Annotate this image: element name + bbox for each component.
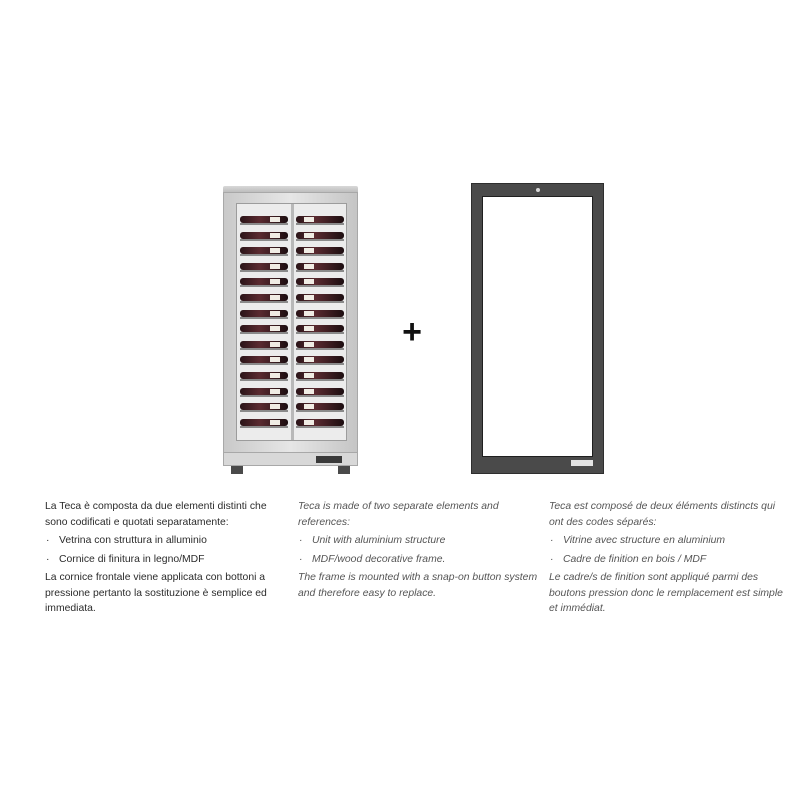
shelf-rack — [296, 301, 344, 303]
bottle-label — [270, 264, 280, 269]
bottle-label — [304, 279, 314, 284]
frame-glass-opening — [482, 196, 593, 457]
wine-bottle — [240, 403, 288, 410]
italian-description — [45, 499, 285, 617]
wine-bottle — [240, 278, 288, 285]
cabinet-logo-plate — [316, 456, 342, 463]
english-description — [298, 499, 538, 601]
bottle-label — [270, 357, 280, 362]
wine-bottle — [296, 372, 344, 379]
bottle-shelf — [240, 356, 288, 365]
english-bullet-item — [298, 552, 538, 568]
wine-bottle — [296, 278, 344, 285]
wine-bottle — [296, 310, 344, 317]
bottle-label — [304, 420, 314, 425]
wine-bottle — [296, 325, 344, 332]
bottle-shelf — [296, 278, 344, 287]
bottle-label — [304, 248, 314, 253]
bottle-shelf — [296, 294, 344, 303]
bottle-label — [304, 342, 314, 347]
bottle-label — [304, 404, 314, 409]
bottle-shelf — [240, 216, 288, 225]
wine-bottle — [240, 372, 288, 379]
french-bullet-item — [549, 533, 789, 549]
french-description — [549, 499, 789, 617]
english-intro: Teca is made of two separate elements and references: — [298, 501, 499, 528]
bottle-shelf — [296, 263, 344, 272]
bottle-shelf — [296, 247, 344, 256]
wine-bottle — [296, 263, 344, 270]
snap-button — [536, 188, 540, 192]
cabinet-foot-left — [231, 466, 243, 474]
wine-bottle — [296, 403, 344, 410]
wine-bottle — [240, 263, 288, 270]
french-bullet-text: Vitrine avec structure en aluminium — [563, 535, 726, 546]
bottle-shelf — [296, 232, 344, 241]
wine-bottle — [296, 216, 344, 223]
bottle-label — [304, 264, 314, 269]
bottle-shelf — [296, 310, 344, 319]
shelf-rack — [240, 363, 288, 365]
bottle-shelf — [240, 247, 288, 256]
bottle-shelf — [240, 232, 288, 241]
shelf-rack — [240, 239, 288, 241]
shelf-rack — [296, 254, 344, 256]
bottle-shelf — [296, 216, 344, 225]
shelf-rack — [240, 223, 288, 225]
wine-bottle — [240, 232, 288, 239]
wine-bottle — [240, 419, 288, 426]
bottle-label — [270, 248, 280, 253]
bottle-label — [270, 404, 280, 409]
french-bullet-text: Cadre de finition en bois / MDF — [563, 553, 707, 565]
bottle-shelf — [240, 341, 288, 350]
bottle-shelf — [296, 419, 344, 428]
shelf-rack — [296, 239, 344, 241]
shelf-rack — [240, 317, 288, 319]
wine-bottle — [296, 388, 344, 395]
bullet-glyph: · — [46, 535, 50, 546]
shelf-rack — [296, 223, 344, 225]
cabinet-body — [223, 192, 358, 454]
bottle-label — [270, 279, 280, 284]
shelf-rack — [240, 301, 288, 303]
bottle-shelf — [296, 325, 344, 334]
bottle-label — [270, 326, 280, 331]
bottle-shelf — [296, 403, 344, 412]
bottle-shelf — [240, 403, 288, 412]
bottle-label — [270, 295, 280, 300]
shelf-rack — [296, 410, 344, 412]
cabinet-divider — [291, 204, 294, 440]
bottle-shelf — [296, 388, 344, 397]
shelf-rack — [296, 285, 344, 287]
bottle-label — [270, 342, 280, 347]
bullet-glyph: · — [550, 553, 554, 565]
wine-bottle — [296, 419, 344, 426]
shelf-rack — [240, 332, 288, 334]
shelf-rack — [296, 332, 344, 334]
bottle-label — [304, 373, 314, 378]
italian-intro: La Teca è composta da due elementi distinti che sono codificati e quotati separatamente: — [45, 501, 267, 528]
decorative-frame-image — [471, 183, 604, 474]
bottle-label — [270, 233, 280, 238]
wine-bottle — [240, 247, 288, 254]
italian-outro: La cornice frontale viene applicata con bottoni a pressione pertanto la sostituzione è semplice ed immediata. — [45, 572, 267, 614]
french-outro: Le cadre/s de finition sont appliqué parmi des boutons pression donc le remplacement est simple et immédiat. — [549, 572, 783, 614]
wine-bottle — [296, 232, 344, 239]
bottle-shelf — [296, 372, 344, 381]
bottle-label — [304, 311, 314, 316]
bottle-shelf — [240, 419, 288, 428]
bullet-glyph: · — [550, 535, 554, 546]
bottle-label — [270, 217, 280, 222]
english-outro: The frame is mounted with a snap-on button system and therefore easy to replace. — [298, 572, 538, 599]
italian-bullet-text: Vetrina con struttura in alluminio — [59, 535, 207, 546]
bottle-shelf — [240, 294, 288, 303]
italian-bullet-item — [45, 552, 285, 568]
bottle-shelf — [240, 278, 288, 287]
cabinet-foot-right — [338, 466, 350, 474]
cabinet-base — [223, 452, 358, 466]
wine-bottle — [240, 310, 288, 317]
frame-logo-plate — [571, 460, 593, 466]
cabinet-interior — [236, 203, 347, 441]
shelf-rack — [296, 395, 344, 397]
shelf-rack — [296, 348, 344, 350]
bottle-shelf — [296, 356, 344, 365]
shelf-rack — [240, 395, 288, 397]
wine-bottle — [240, 216, 288, 223]
wine-bottle — [296, 356, 344, 363]
bottle-label — [304, 233, 314, 238]
wine-bottle — [296, 247, 344, 254]
wine-bottle — [296, 294, 344, 301]
shelf-rack — [240, 285, 288, 287]
shelf-rack — [296, 426, 344, 428]
shelf-rack — [296, 270, 344, 272]
shelf-rack — [296, 363, 344, 365]
bottle-label — [304, 389, 314, 394]
shelf-rack — [240, 254, 288, 256]
bottle-label — [304, 217, 314, 222]
bottle-label — [270, 373, 280, 378]
bottle-shelf — [240, 325, 288, 334]
bullet-glyph: · — [299, 535, 303, 546]
english-bullet-list — [298, 533, 538, 567]
shelf-rack — [296, 317, 344, 319]
shelf-rack — [296, 379, 344, 381]
bottle-label — [304, 295, 314, 300]
wine-bottle — [240, 325, 288, 332]
bottle-label — [270, 420, 280, 425]
shelf-rack — [240, 348, 288, 350]
shelf-rack — [240, 410, 288, 412]
wine-bottle — [240, 356, 288, 363]
plus-sign: + — [402, 313, 422, 351]
shelf-rack — [240, 426, 288, 428]
bottle-shelf — [240, 310, 288, 319]
bottle-shelf — [240, 372, 288, 381]
italian-bullet-text: Cornice di finitura in legno/MDF — [59, 553, 205, 565]
shelf-rack — [240, 270, 288, 272]
bullet-glyph: · — [299, 553, 303, 565]
french-bullet-item — [549, 552, 789, 568]
bottle-shelf — [296, 341, 344, 350]
bottle-shelf — [240, 263, 288, 272]
wine-bottle — [240, 388, 288, 395]
french-bullet-list — [549, 533, 789, 567]
french-intro: Teca est composé de deux éléments distincts qui ont des codes séparés: — [549, 501, 776, 528]
wine-bottle — [296, 341, 344, 348]
bottle-label — [270, 311, 280, 316]
wine-cabinet-image — [223, 186, 358, 474]
wine-bottle — [240, 341, 288, 348]
wine-bottle — [240, 294, 288, 301]
italian-bullet-item — [45, 533, 285, 549]
bullet-glyph: · — [46, 553, 50, 565]
english-bullet-item — [298, 533, 538, 549]
shelf-rack — [240, 379, 288, 381]
bottle-label — [304, 326, 314, 331]
italian-bullet-list — [45, 533, 285, 567]
english-bullet-text: Unit with aluminium structure — [312, 535, 446, 546]
bottle-label — [304, 357, 314, 362]
bottle-label — [270, 389, 280, 394]
bottle-shelf — [240, 388, 288, 397]
english-bullet-text: MDF/wood decorative frame. — [312, 553, 446, 565]
